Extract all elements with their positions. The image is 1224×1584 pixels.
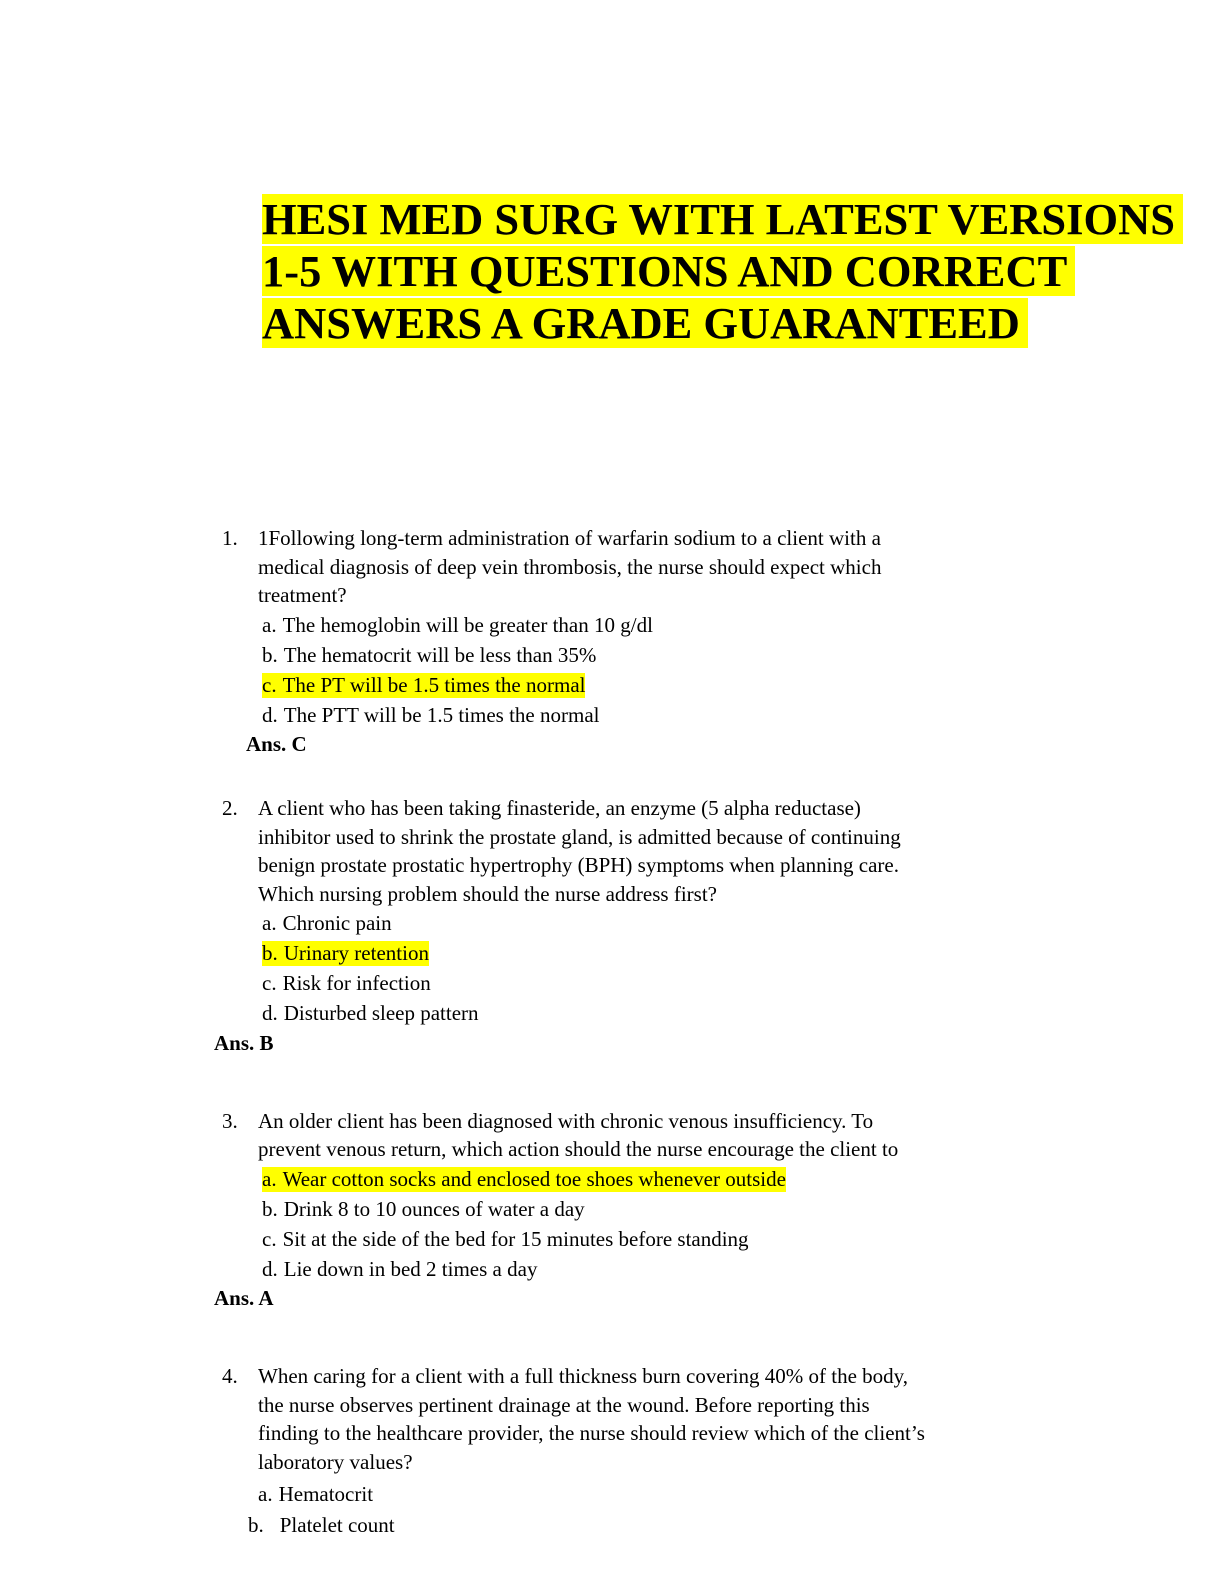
- answer-option: b. Drink 8 to 10 ounces of water a day: [262, 1197, 585, 1221]
- title-line: HESI MED SURG WITH LATEST VERSIONS: [262, 193, 1212, 245]
- answer-option: d. The PTT will be 1.5 times the normal: [262, 703, 600, 727]
- answer-option: a. Chronic pain: [262, 911, 392, 935]
- question-stem-line: 1Following long-term administration of warfarin sodium to a client with a: [258, 526, 881, 550]
- answer-option: a. Hematocrit: [258, 1482, 374, 1506]
- answer-option: d. Disturbed sleep pattern: [262, 1001, 479, 1025]
- question-stem-line: finding to the healthcare provider, the nurse should review which of the client’s: [258, 1421, 925, 1445]
- question-stem-line: When caring for a client with a full thickness burn covering 40% of the body,: [258, 1364, 909, 1388]
- question-stem-line: inhibitor used to shrink the prostate gland, is admitted because of continuing: [258, 825, 901, 849]
- answer-option-correct: c. The PT will be 1.5 times the normal: [262, 673, 586, 697]
- answer-key: Ans. A: [214, 1286, 274, 1310]
- title-line: 1-5 WITH QUESTIONS AND CORRECT: [262, 245, 1212, 297]
- question-number: 1.: [222, 526, 238, 550]
- answer-option: a. The hemoglobin will be greater than 10 g/dl: [262, 613, 653, 637]
- answer-option: c. Risk for infection: [262, 971, 431, 995]
- answer-option: c. Sit at the side of the bed for 15 minutes before standing: [262, 1227, 749, 1251]
- answer-option-correct: b. Urinary retention: [262, 941, 429, 965]
- question-number: 3.: [222, 1109, 238, 1133]
- question-stem-line: An older client has been diagnosed with chronic venous insufficiency. To: [258, 1109, 874, 1133]
- question-stem-line: A client who has been taking finasteride, an enzyme (5 alpha reductase): [258, 796, 861, 820]
- answer-option: d. Lie down in bed 2 times a day: [262, 1257, 538, 1281]
- question-stem-line: laboratory values?: [258, 1450, 413, 1474]
- question-stem-line: Which nursing problem should the nurse address first?: [258, 882, 717, 906]
- question-stem-line: benign prostate prostatic hypertrophy (BPH) symptoms when planning care.: [258, 853, 899, 877]
- question-number: 2.: [222, 796, 238, 820]
- answer-key: Ans. B: [214, 1031, 274, 1055]
- document-title: [262, 193, 1212, 349]
- answer-option-correct: a. Wear cotton socks and enclosed toe shoes whenever outside: [262, 1167, 786, 1191]
- title-line: ANSWERS A GRADE GUARANTEED: [262, 297, 1212, 349]
- answer-key: Ans. C: [246, 732, 307, 756]
- question-stem-line: prevent venous return, which action should the nurse encourage the client to: [258, 1137, 899, 1161]
- question-number: 4.: [222, 1364, 238, 1388]
- answer-option: b. Platelet count: [248, 1513, 395, 1537]
- question-stem-line: medical diagnosis of deep vein thrombosis, the nurse should expect which: [258, 555, 882, 579]
- question-stem-line: the nurse observes pertinent drainage at the wound. Before reporting this: [258, 1393, 870, 1417]
- answer-option: b. The hematocrit will be less than 35%: [262, 643, 597, 667]
- question-stem-line: treatment?: [258, 583, 347, 607]
